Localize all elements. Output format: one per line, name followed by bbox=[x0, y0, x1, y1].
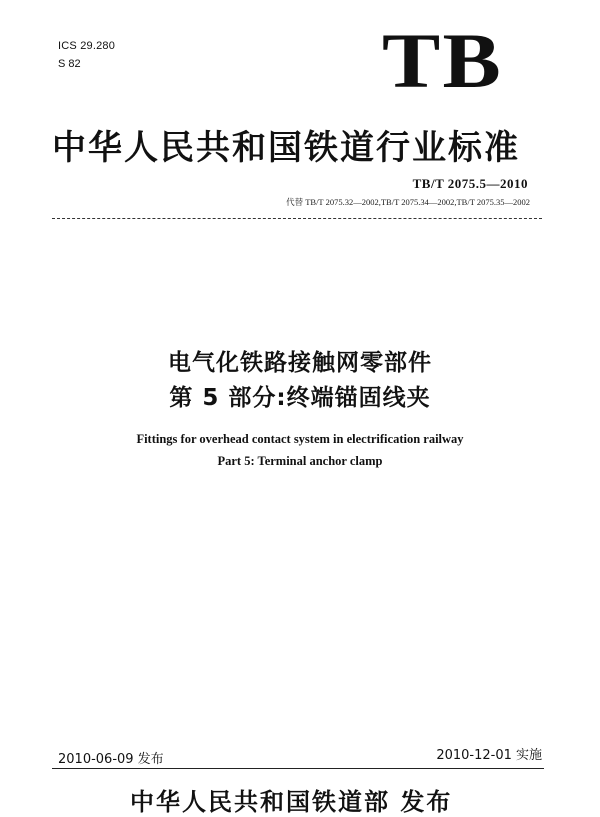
tb-logo: TB bbox=[382, 17, 504, 104]
chinese-title-line-2: 第 5 部分:终端锚固线夹 bbox=[169, 385, 431, 411]
english-title-line-2: Part 5: Terminal anchor clamp bbox=[217, 454, 383, 468]
english-title-line-1: Fittings for overhead contact system in electrification railway bbox=[136, 432, 464, 446]
header-divider bbox=[52, 218, 542, 219]
chinese-title-line-1: 电气化铁路接触网零部件 bbox=[168, 350, 432, 376]
issue-date: 2010-06-09 发布 bbox=[58, 752, 164, 767]
publisher: 中华人民共和国铁道部 发布 bbox=[130, 787, 453, 816]
standard-category-title: 中华人民共和国铁道行业标准 bbox=[52, 128, 520, 168]
implementation-date: 2010-12-01 实施 bbox=[436, 748, 542, 763]
standard-number: TB/T 2075.5—2010 bbox=[412, 176, 528, 191]
ics-code: ICS 29.280 bbox=[58, 40, 116, 52]
ccs-code: S 82 bbox=[58, 58, 81, 70]
replaces-note: 代替 TB/T 2075.32—2002,TB/T 2075.34—2002,TB/T 2075.35—2002 bbox=[286, 197, 530, 207]
footer-divider bbox=[52, 768, 544, 769]
